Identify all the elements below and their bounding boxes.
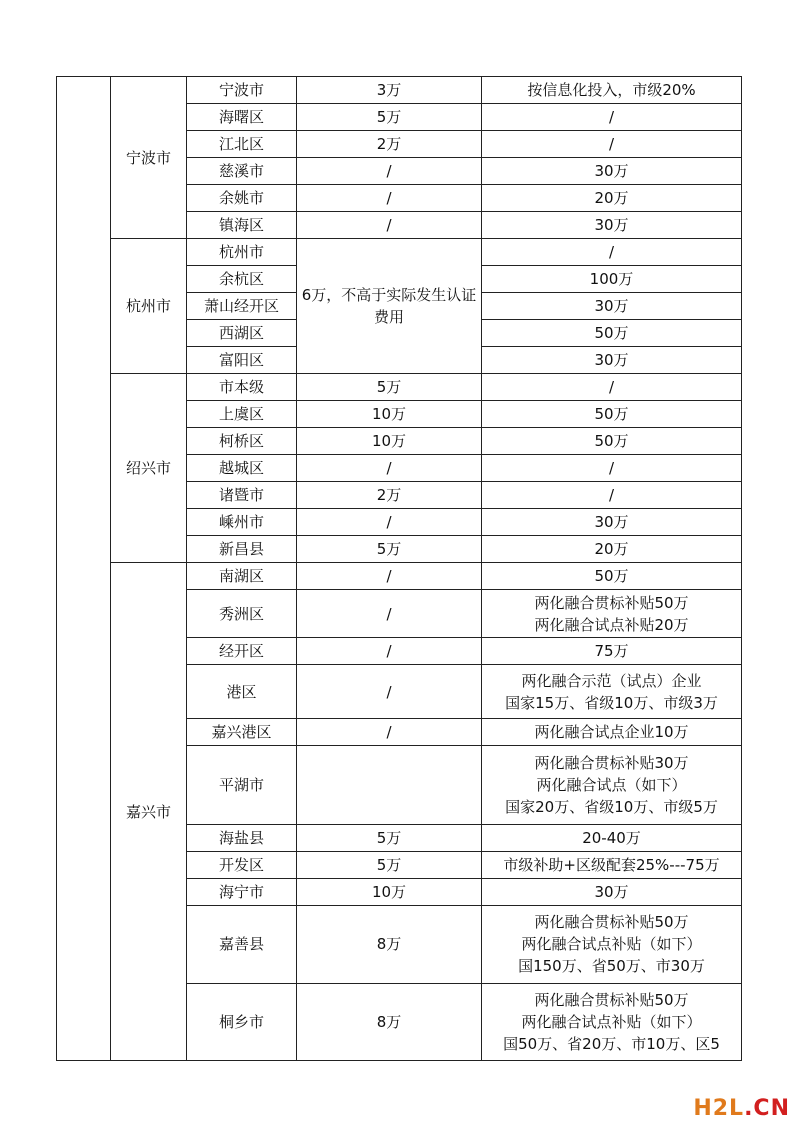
city-cell: 宁波市 bbox=[111, 77, 187, 239]
subsidy-a-cell: 3万 bbox=[297, 77, 482, 104]
district-cell: 南湖区 bbox=[187, 563, 297, 590]
district-cell: 海曙区 bbox=[187, 104, 297, 131]
subsidy-b-line: 两化融合贯标补贴50万 两化融合试点补贴（如下） 国50万、省20万、市10万、区5 bbox=[503, 990, 720, 1053]
watermark-cn: .CN bbox=[744, 1096, 790, 1121]
subsidy-b-cell: 20万 bbox=[482, 185, 742, 212]
subsidy-b-cell: 50万 bbox=[482, 428, 742, 455]
subsidy-b-cell: / bbox=[482, 131, 742, 158]
subsidy-b-cell bbox=[482, 983, 742, 1060]
district-cell: 越城区 bbox=[187, 455, 297, 482]
subsidy-a-cell: 5万 bbox=[297, 824, 482, 851]
subsidy-b-cell: 两化融合试点企业10万 bbox=[482, 719, 742, 746]
subsidy-a-cell: / bbox=[297, 509, 482, 536]
subsidy-b-cell: 30万 bbox=[482, 878, 742, 905]
table-row bbox=[57, 563, 742, 590]
district-cell: 杭州市 bbox=[187, 239, 297, 266]
site-watermark bbox=[693, 1096, 790, 1121]
subsidy-a-cell: 10万 bbox=[297, 428, 482, 455]
subsidy-b-cell: 20-40万 bbox=[482, 824, 742, 851]
district-cell: 经开区 bbox=[187, 638, 297, 665]
subsidy-a-cell: 8万 bbox=[297, 983, 482, 1060]
subsidy-b-cell: 30万 bbox=[482, 158, 742, 185]
district-cell: 余姚市 bbox=[187, 185, 297, 212]
subsidy-b-cell: 50万 bbox=[482, 320, 742, 347]
district-cell: 富阳区 bbox=[187, 347, 297, 374]
district-cell: 开发区 bbox=[187, 851, 297, 878]
subsidy-a-cell bbox=[297, 746, 482, 824]
subsidy-a-cell: / bbox=[297, 212, 482, 239]
subsidy-b-line: 两化融合贯标补贴30万 两化融合试点（如下） 国家20万、省级10万、市级5万 bbox=[505, 753, 718, 816]
subsidy-b-cell: 市级补助+区级配套25%---75万 bbox=[482, 851, 742, 878]
subsidy-b-cell: / bbox=[482, 104, 742, 131]
subsidy-b-cell: 50万 bbox=[482, 401, 742, 428]
subsidy-b-cell: 50万 bbox=[482, 563, 742, 590]
subsidy-a-cell: / bbox=[297, 638, 482, 665]
subsidy-a-cell: / bbox=[297, 455, 482, 482]
subsidy-b-line: 两化融合贯标补贴50万 两化融合试点补贴（如下） 国150万、省50万、市30万 bbox=[518, 913, 705, 976]
subsidy-b-cell: 30万 bbox=[482, 347, 742, 374]
subsidy-a-cell: / bbox=[297, 563, 482, 590]
district-cell: 新昌县 bbox=[187, 536, 297, 563]
subsidy-a-cell: 10万 bbox=[297, 401, 482, 428]
subsidy-a-cell: / bbox=[297, 185, 482, 212]
subsidy-b-cell: 30万 bbox=[482, 509, 742, 536]
district-cell: 秀洲区 bbox=[187, 590, 297, 638]
province-cell bbox=[57, 77, 111, 1061]
district-cell: 柯桥区 bbox=[187, 428, 297, 455]
watermark-h2l: H2L bbox=[693, 1096, 745, 1121]
subsidy-a-cell: 2万 bbox=[297, 131, 482, 158]
subsidy-b-line: 两化融合贯标补贴50万 两化融合试点补贴20万 bbox=[534, 593, 689, 634]
district-cell: 萧山经开区 bbox=[187, 293, 297, 320]
district-cell: 市本级 bbox=[187, 374, 297, 401]
subsidy-b-cell: 75万 bbox=[482, 638, 742, 665]
subsidy-b-cell: 30万 bbox=[482, 212, 742, 239]
subsidy-b-cell: 100万 bbox=[482, 266, 742, 293]
subsidy-a-cell: 5万 bbox=[297, 104, 482, 131]
district-cell: 港区 bbox=[187, 665, 297, 719]
subsidy-a-cell: 8万 bbox=[297, 905, 482, 983]
subsidy-a-cell: / bbox=[297, 719, 482, 746]
district-cell: 嵊州市 bbox=[187, 509, 297, 536]
city-cell: 杭州市 bbox=[111, 239, 187, 374]
subsidy-b-cell: 30万 bbox=[482, 293, 742, 320]
subsidy-a-cell: / bbox=[297, 158, 482, 185]
subsidy-a-cell: 5万 bbox=[297, 374, 482, 401]
subsidy-b-cell: / bbox=[482, 374, 742, 401]
table-row bbox=[57, 239, 742, 266]
district-cell: 上虞区 bbox=[187, 401, 297, 428]
district-cell: 平湖市 bbox=[187, 746, 297, 824]
district-cell: 宁波市 bbox=[187, 77, 297, 104]
district-cell: 海盐县 bbox=[187, 824, 297, 851]
subsidy-b-cell bbox=[482, 665, 742, 719]
subsidy-b-cell: / bbox=[482, 482, 742, 509]
subsidy-b-line: 两化融合示范（试点）企业 国家15万、省级10万、市级3万 bbox=[505, 671, 718, 712]
district-cell: 慈溪市 bbox=[187, 158, 297, 185]
subsidy-a-cell: / bbox=[297, 590, 482, 638]
subsidy-b-cell bbox=[482, 746, 742, 824]
subsidy-a-cell: 2万 bbox=[297, 482, 482, 509]
subsidy-a-cell: 10万 bbox=[297, 878, 482, 905]
subsidy-b-cell: / bbox=[482, 455, 742, 482]
subsidy-b-cell: 按信息化投入，市级20% bbox=[482, 77, 742, 104]
subsidy-a-cell: / bbox=[297, 665, 482, 719]
district-cell: 余杭区 bbox=[187, 266, 297, 293]
subsidy-table bbox=[56, 76, 742, 1061]
district-cell: 镇海区 bbox=[187, 212, 297, 239]
subsidy-b-cell bbox=[482, 905, 742, 983]
subsidy-a-cell: 6万，不高于实际发生认证费用 bbox=[297, 239, 482, 374]
subsidy-a-cell: 5万 bbox=[297, 851, 482, 878]
subsidy-b-cell: 20万 bbox=[482, 536, 742, 563]
district-cell: 江北区 bbox=[187, 131, 297, 158]
subsidy-b-cell bbox=[482, 590, 742, 638]
table-row bbox=[57, 374, 742, 401]
district-cell: 嘉兴港区 bbox=[187, 719, 297, 746]
subsidy-b-cell: / bbox=[482, 239, 742, 266]
city-cell: 嘉兴市 bbox=[111, 563, 187, 1061]
table-row bbox=[57, 77, 742, 104]
district-cell: 桐乡市 bbox=[187, 983, 297, 1060]
district-cell: 诸暨市 bbox=[187, 482, 297, 509]
city-cell: 绍兴市 bbox=[111, 374, 187, 563]
district-cell: 海宁市 bbox=[187, 878, 297, 905]
subsidy-a-cell: 5万 bbox=[297, 536, 482, 563]
district-cell: 西湖区 bbox=[187, 320, 297, 347]
district-cell: 嘉善县 bbox=[187, 905, 297, 983]
